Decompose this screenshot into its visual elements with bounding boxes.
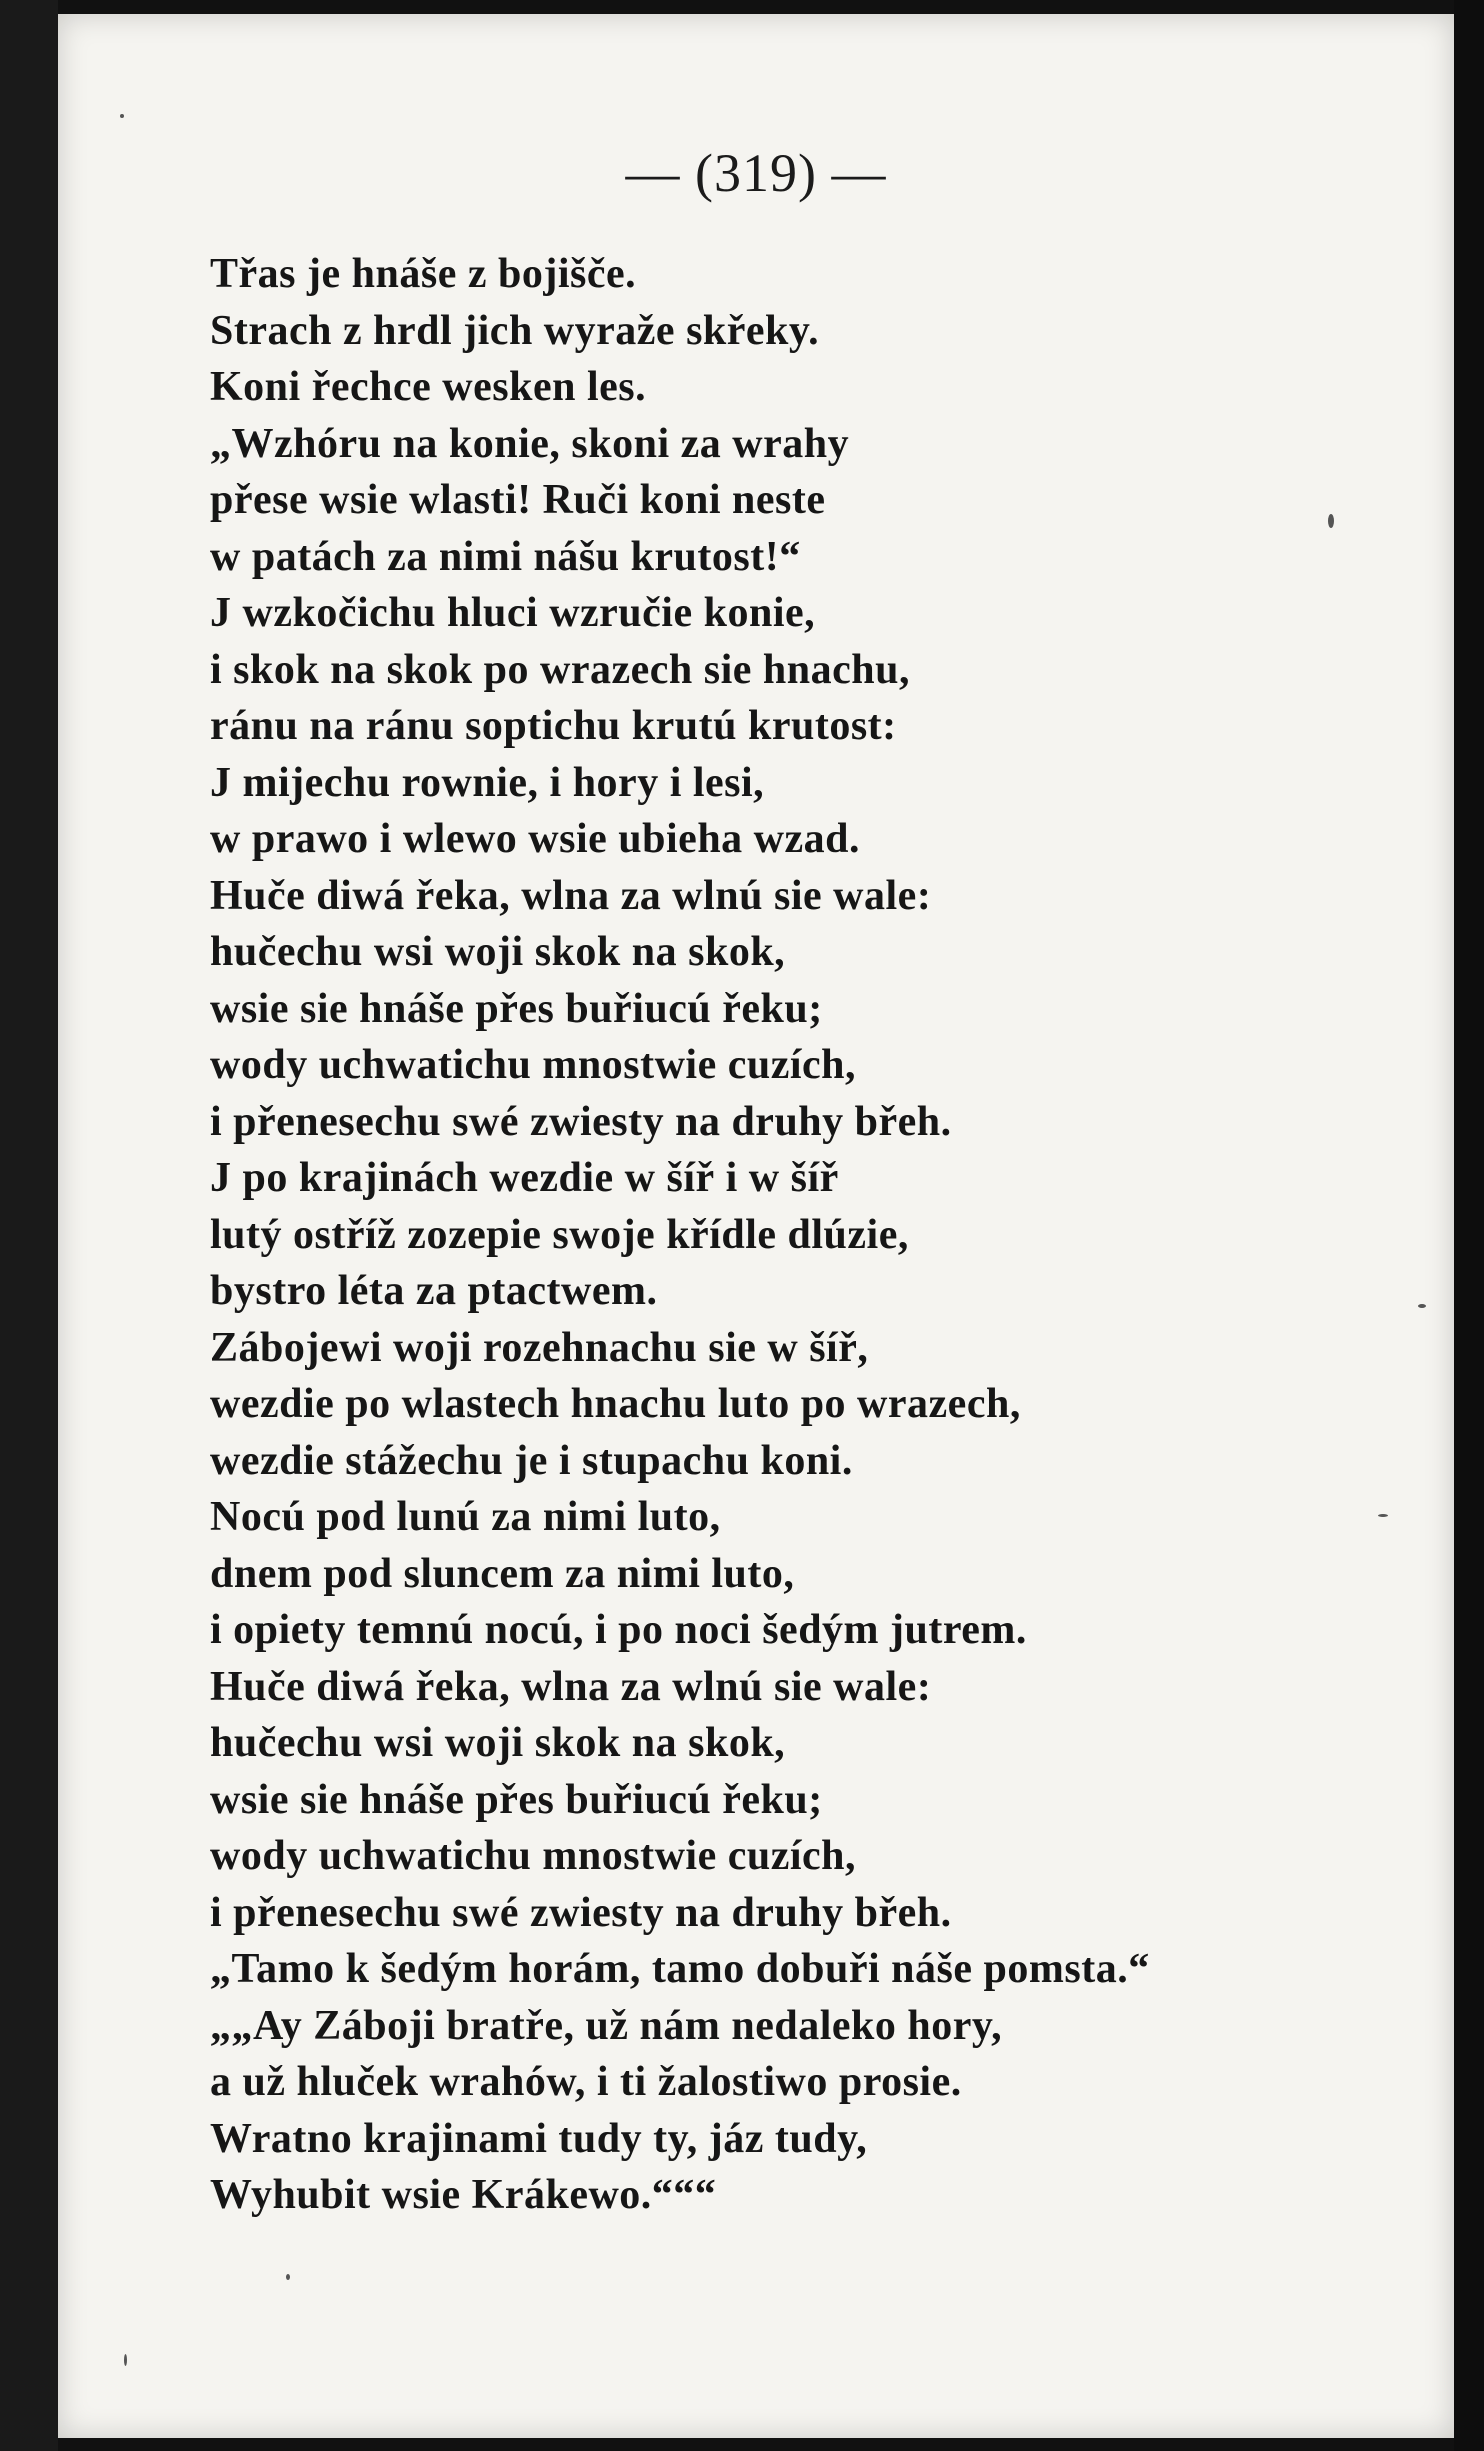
poem-line: ránu na ránu soptichu krutú krutost: — [210, 703, 897, 749]
poem-line: wsie sie hnáše přes buřiucú řeku; — [210, 985, 823, 1032]
scan-speck — [120, 114, 124, 118]
poem-text — [210, 246, 1350, 2224]
right-scan-border — [1454, 0, 1484, 2451]
poem-line: lutý ostříž zozepie swoje křídle dlúzie, — [210, 1211, 909, 1258]
scan-speck — [286, 2274, 290, 2280]
poem-line: wody uchwatichu mnostwie cuzích, — [210, 1042, 857, 1088]
scan-speck — [1418, 1304, 1426, 1308]
poem-line: a už hluček wrahów, i ti žalostiwo prosie. — [210, 2059, 962, 2105]
page-number: — (319) — — [625, 143, 887, 203]
poem-line: wezdie stážechu je i stupachu koni. — [210, 1437, 853, 1484]
poem-line: „Wzhóru na konie, skoni za wrahy — [210, 420, 850, 467]
poem-line: i přenesechu swé zwiesty na druhy břeh. — [210, 1889, 952, 1936]
poem-line: Huče diwá řeka, wlna za wlnú sie wale: — [210, 1663, 932, 1710]
poem-line: „Tamo k šedým horám, tamo dobuři náše pomsta.“ — [210, 1946, 1150, 1992]
poem-line: přese wsie wlasti! Ruči koni neste — [210, 477, 826, 523]
poem-line: Nocú pod lunú za nimi luto, — [210, 1494, 721, 1540]
poem-line: Huče diwá řeka, wlna za wlnú sie wale: — [210, 872, 932, 919]
poem-line: Strach z hrdl jich wyraže skřeky. — [210, 307, 820, 354]
poem-line: J po krajinách wezdie w šíř i w šíř — [210, 1155, 839, 1201]
poem-line: wezdie po wlastech hnachu luto po wrazech, — [210, 1381, 1021, 1427]
poem-line: Wyhubit wsie Krákewo.“““ — [210, 2172, 717, 2218]
poem-line: bystro léta za ptactwem. — [210, 1268, 658, 1314]
poem-line: Koni řechce wesken les. — [210, 364, 647, 410]
poem-line: w prawo i wlewo wsie ubieha wzad. — [210, 816, 861, 862]
scan-speck — [1378, 1514, 1388, 1517]
poem-line: J wzkočichu hluci wzručie konie, — [210, 590, 816, 636]
poem-line: dnem pod sluncem za nimi luto, — [210, 1550, 795, 1597]
poem-line: „„Ay Záboji bratře, už nám nedaleko hory, — [210, 2002, 1003, 2049]
poem-line: i opiety temnú nocú, i po noci šedým jutrem. — [210, 1607, 1027, 1653]
poem-line: J mijechu rownie, i hory i lesi, — [210, 759, 765, 806]
poem-line: i skok na skok po wrazech sie hnachu, — [210, 646, 910, 693]
poem-line: i přenesechu swé zwiesty na druhy břeh. — [210, 1098, 952, 1145]
poem-line: w patách za nimi nášu krutost!“ — [210, 533, 801, 580]
book-page — [58, 14, 1454, 2438]
poem-line: hučechu wsi woji skok na skok, — [210, 929, 786, 975]
poem-line: wody uchwatichu mnostwie cuzích, — [210, 1833, 857, 1879]
poem-line: Zábojewi woji rozehnachu sie w šíř, — [210, 1324, 869, 1371]
scan-speck — [1328, 514, 1334, 528]
left-scan-border — [0, 0, 58, 2451]
scan-speck — [124, 2354, 127, 2366]
poem-line: Třas je hnáše z bojišče. — [210, 251, 637, 297]
poem-line: Wratno krajinami tudy ty, jáz tudy, — [210, 2115, 868, 2162]
poem-line: wsie sie hnáše přes buřiucú řeku; — [210, 1776, 823, 1823]
poem-line: hučechu wsi woji skok na skok, — [210, 1720, 786, 1766]
